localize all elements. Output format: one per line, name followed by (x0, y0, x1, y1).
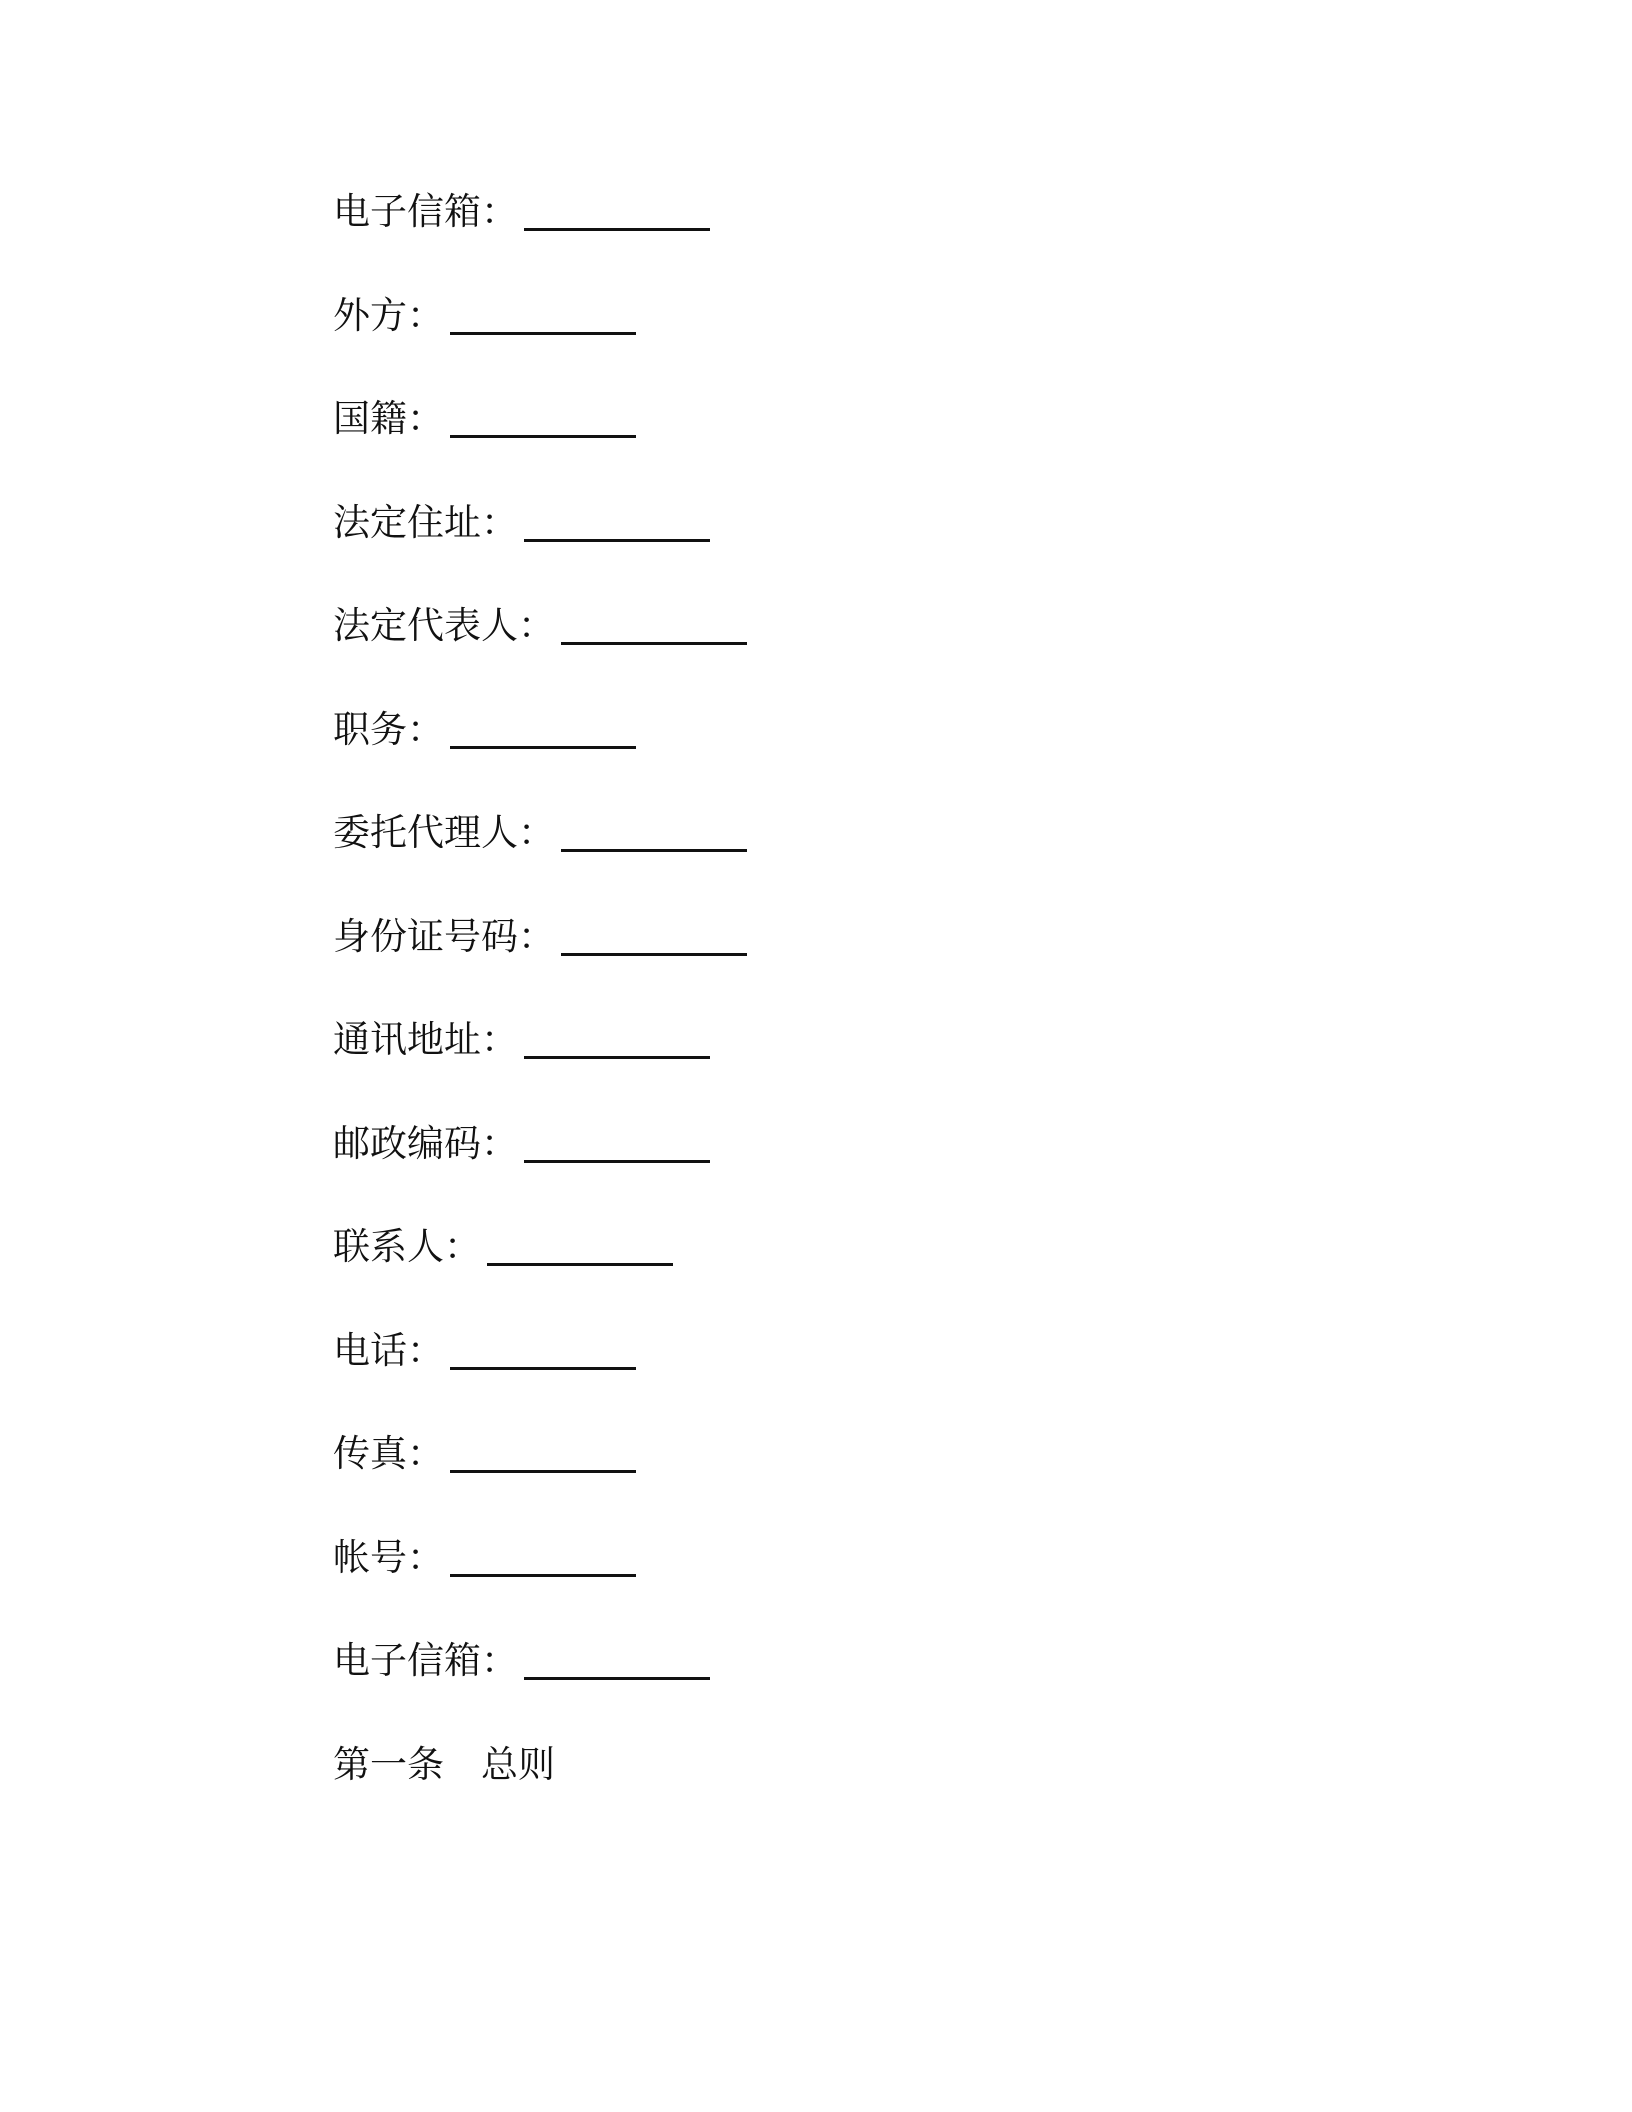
blank-line (450, 1327, 636, 1370)
blank-line (450, 1534, 636, 1577)
blank-line (524, 1120, 710, 1163)
party-info-fields (333, 188, 1433, 1801)
field-colon: ： (518, 914, 555, 958)
field-row-legal-representative (333, 602, 1433, 706)
field-label: 委托代理人 (333, 811, 518, 854)
field-colon: ： (407, 293, 444, 337)
field-colon: ： (407, 397, 444, 440)
blank-line (561, 809, 747, 852)
field-row-nationality (333, 395, 1433, 499)
field-colon: ： (481, 1639, 518, 1682)
field-row-mailing-address (333, 1016, 1433, 1120)
field-colon: ： (481, 190, 518, 233)
field-label: 外方 (333, 293, 407, 337)
field-label: 联系人 (333, 1225, 444, 1268)
field-colon: ： (407, 1328, 444, 1372)
field-colon: ： (481, 500, 518, 544)
field-label: 身份证号码 (333, 914, 518, 958)
field-row-phone (333, 1327, 1433, 1431)
field-row-postal-code (333, 1120, 1433, 1224)
field-colon: ： (481, 1018, 518, 1061)
field-label: 法定住址 (333, 500, 481, 544)
blank-line (450, 1430, 636, 1473)
blank-line (487, 1223, 673, 1266)
blank-line (450, 395, 636, 438)
blank-line (561, 602, 747, 645)
blank-line (524, 499, 710, 542)
field-label: 通讯地址 (333, 1018, 481, 1061)
field-row-id-number (333, 913, 1433, 1017)
blank-line (524, 1016, 710, 1059)
blank-line (524, 188, 710, 231)
field-label: 传真 (333, 1432, 407, 1475)
field-row-foreign-party (333, 292, 1433, 396)
field-label: 电话 (333, 1328, 407, 1372)
field-colon: ： (518, 604, 555, 647)
field-label: 电子信箱 (333, 1639, 481, 1682)
section-heading: 第一条 总则 (333, 1742, 555, 1786)
field-row-authorized-agent (333, 809, 1433, 913)
field-row-email (333, 188, 1433, 292)
field-row-legal-address (333, 499, 1433, 603)
field-label: 邮政编码 (333, 1121, 481, 1165)
field-row-contact-person (333, 1223, 1433, 1327)
blank-line (450, 292, 636, 335)
field-row-position (333, 706, 1433, 810)
field-colon: ： (444, 1225, 481, 1268)
field-colon: ： (481, 1121, 518, 1165)
field-row-email-2 (333, 1637, 1433, 1741)
blank-line (450, 706, 636, 749)
blank-line (524, 1637, 710, 1680)
field-colon: ： (407, 1432, 444, 1475)
field-colon: ： (518, 811, 555, 854)
field-row-fax (333, 1430, 1433, 1534)
field-label: 国籍 (333, 397, 407, 440)
field-label: 职务 (333, 707, 407, 751)
field-colon: ： (407, 1535, 444, 1579)
field-colon: ： (407, 707, 444, 751)
field-row-account-number (333, 1534, 1433, 1638)
field-label: 电子信箱 (333, 190, 481, 233)
field-label: 法定代表人 (333, 604, 518, 647)
field-label: 帐号 (333, 1535, 407, 1579)
blank-line (561, 913, 747, 956)
